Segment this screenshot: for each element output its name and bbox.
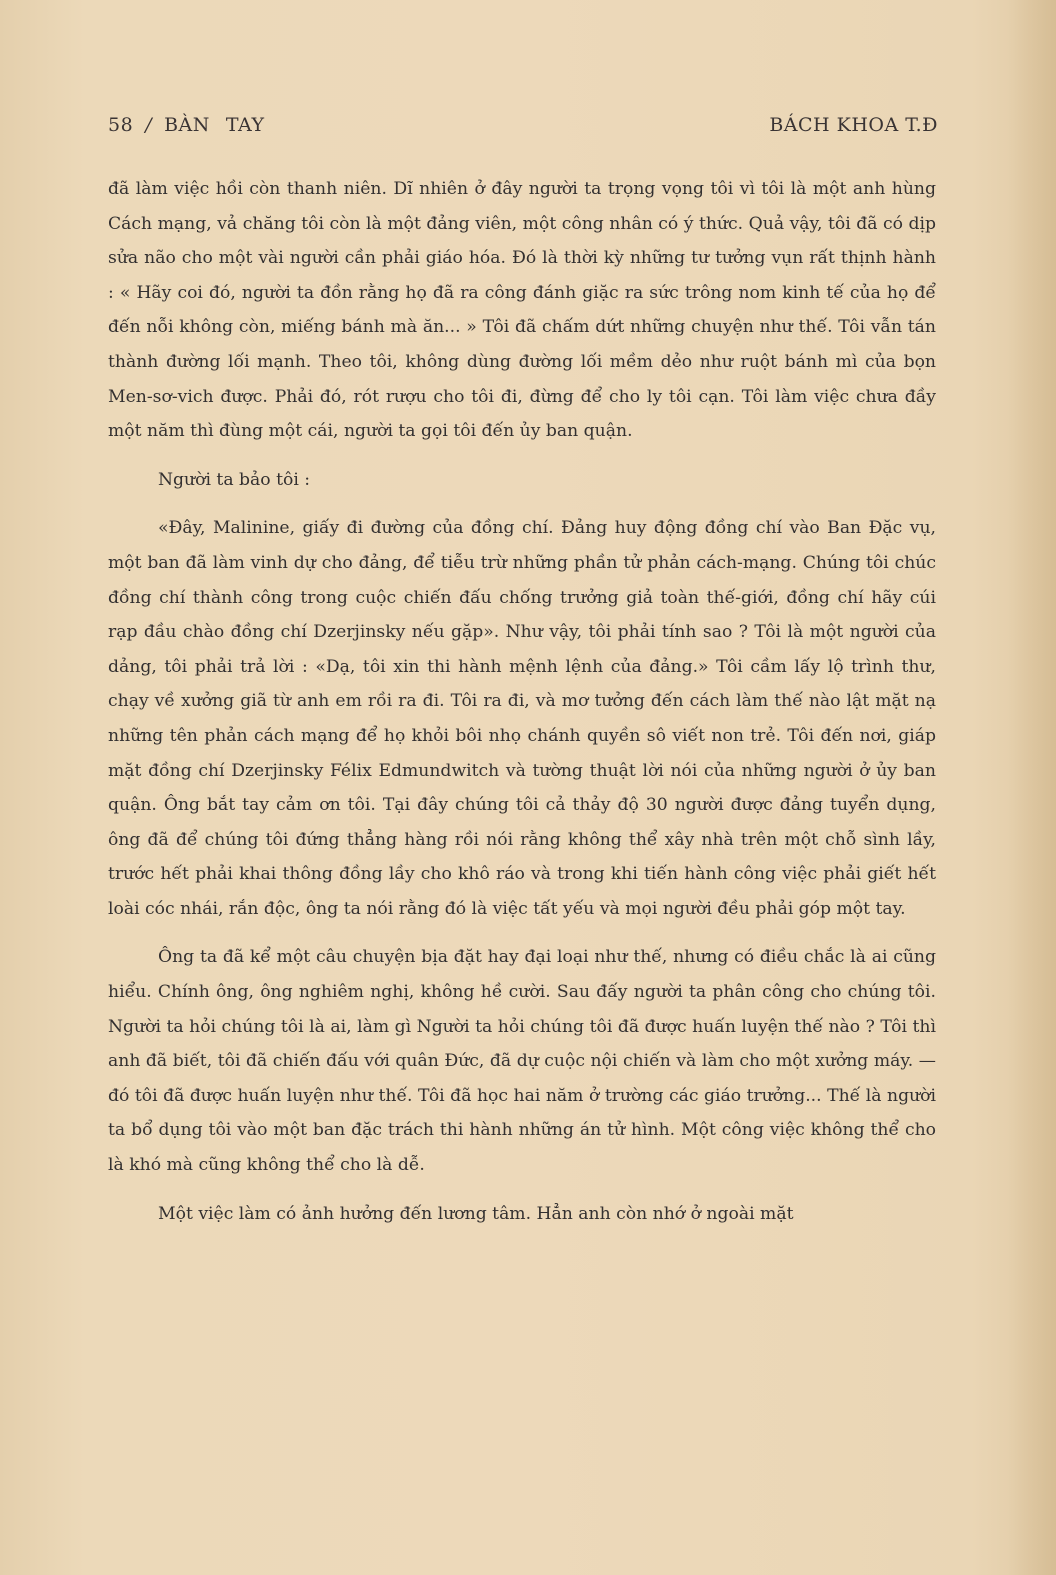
journal-name: BÁCH KHOA T.Đ (769, 114, 938, 136)
paragraph-3: «Đây, Malinine, giấy đi đường của đồng chí. Đảng huy động đồng chí vào Ban Đặc vụ, một ban đã làm vinh dự cho đảng, để tiễu trừ những phần tử phản cách-mạng. Chúng tôi chúc đồng chí thành công trong cuộc chiến đấu chống trưởng giả toàn thế-giới, đồng chí hãy cúi rạp đầu chào đồng chí Dzerjinsky nếu gặp». Như vậy, tôi phải tính sao ? Tôi là một người của dảng, tôi phải trả lời : «Dạ, tôi xin thi hành mệnh lệnh của đảng.» Tôi cầm lấy lộ trình thư, chạy về xưởng giã từ anh em rồi ra đi. Tôi ra đi, và mơ tưởng đến cách làm thế nào lật mặt nạ những tên phản cách mạng để họ khỏi bôi nhọ chánh quyền sô viết non trẻ. Tôi đến nơi, giáp mặt đồng chí Dzerjinsky Félix Edmundwitch và tường thuật lời nói của những người ở ủy ban quận. Ông bắt tay cảm ơn tôi. Tại đây chúng tôi cả thảy độ 30 người được đảng tuyển dụng, ông đã để chúng tôi đứng thẳng hàng rồi nói rằng không thể xây nhà trên một chỗ sình lầy, trước hết phải khai thông đồng lầy cho khô ráo và trong khi tiến hành công việc phải giết hết loài cóc nhái, rắn độc, ông ta nói rằng đó là việc tất yếu và mọi người đều phải góp một tay. (108, 518, 936, 919)
running-title-word-1: BÀN (164, 114, 210, 136)
running-header (108, 114, 938, 142)
running-title-word-2: TAY (225, 114, 265, 136)
paragraph-4: Ông ta đã kể một câu chuyện bịa đặt hay đại loại như thế, nhưng có điều chắc là ai cũng hiểu. Chính ông, ông nghiêm nghị, không hề cười. Sau đấy người ta phân công cho chúng tôi. Người ta hỏi chúng tôi là ai, làm gì Người ta hỏi chúng tôi đã được huấn luyện thế nào ? Tôi thì anh đã biết, tôi đã chiến đấu với quân Đức, đã dự cuộc nội chiến và làm cho một xưởng máy. — đó tôi đã được huấn luyện như thế. Tôi đã học hai năm ở trường các giáo trưởng... Thế là người ta bổ dụng tôi vào một ban đặc trách thi hành những án tử hình. Một công việc không thể cho là khó mà cũng không thể cho là dễ. (108, 947, 936, 1176)
body-text (108, 172, 936, 1231)
header-separator: / (145, 114, 153, 136)
paragraph-5: Một việc làm có ảnh hưởng đến lương tâm. Hẳn anh còn nhớ ở ngoài mặt (158, 1203, 794, 1224)
page-number: 58 (108, 114, 134, 136)
paragraph-2: Người ta bảo tôi : (158, 469, 311, 490)
paragraph-1: đã làm việc hồi còn thanh niên. Dĩ nhiên ở đây người ta trọng vọng tôi vì tôi là một anh hùng Cách mạng, vả chăng tôi còn là một đảng viên, một công nhân có ý thức. Quả vậy, tôi đã có dịp sửa não cho một vài người cần phải giáo hóa. Đó là thời kỳ những tư tưởng vụn rất thịnh hành : « Hãy coi đó, người ta đồn rằng họ đã ra công đánh giặc ra sức trông nom kinh tế của họ để đến nỗi không còn, miếng bánh mà ăn... » Tôi đã chấm dứt những chuyện như thế. Tôi vẫn tán thành đường lối mạnh. Theo tôi, không dùng đường lối mềm dẻo như ruột bánh mì của bọn Men-sơ-vich được. Phải đó, rót rượu cho tôi đi, đừng để cho ly tôi cạn. Tôi làm việc chưa đầy một năm thì đùng một cái, người ta gọi tôi đến ủy ban quận. (108, 179, 936, 442)
page-edge-shadow (1008, 0, 1056, 1575)
header-left (108, 114, 265, 136)
